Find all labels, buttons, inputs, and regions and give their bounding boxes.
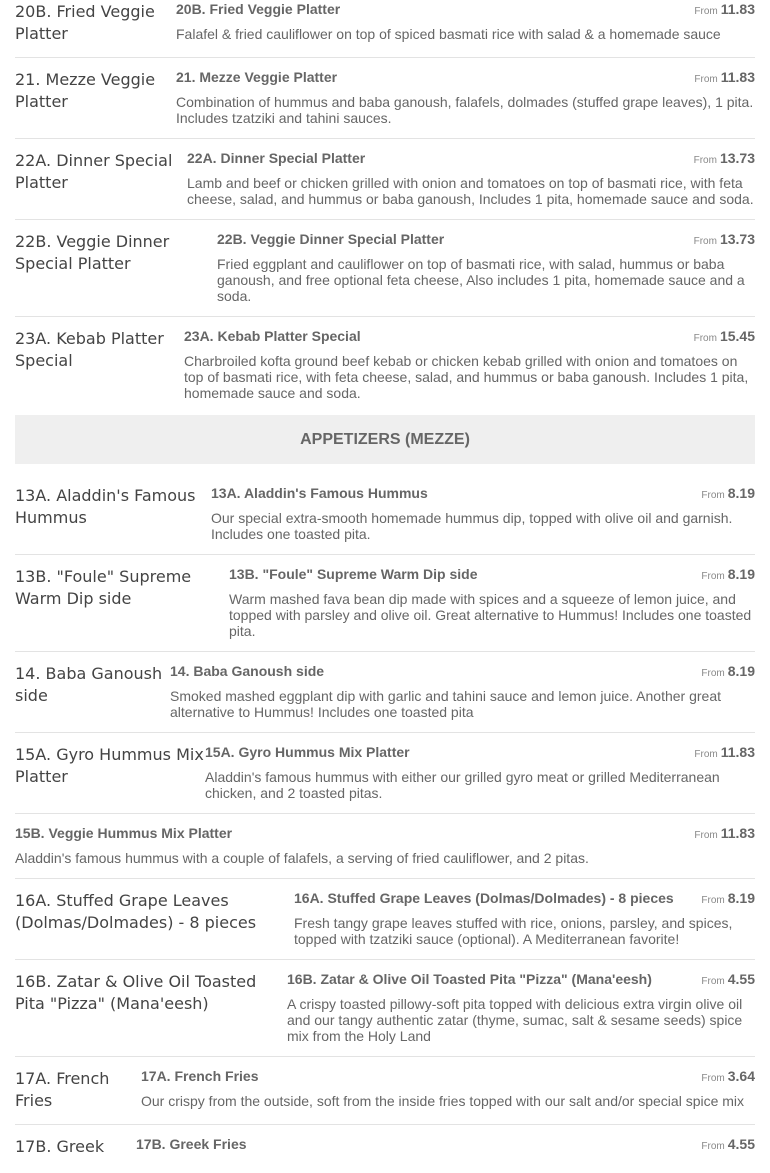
menu-item[interactable] xyxy=(15,1125,755,1173)
item-price xyxy=(701,662,755,683)
menu-item[interactable] xyxy=(15,555,755,652)
item-description: Aladdin's famous hummus with a couple of falafels, a serving of fried cauliflower, and 2 pitas. xyxy=(15,850,589,866)
item-content xyxy=(205,743,755,801)
price-from-label: From xyxy=(701,976,725,987)
item-image[interactable]: 16A. Stuffed Grape Leaves (Dolmas/Dolmades) - 8 pieces xyxy=(15,891,257,932)
item-name[interactable]: 16A. Stuffed Grape Leaves (Dolmas/Dolmades) - 8 pieces xyxy=(294,890,674,906)
menu-list xyxy=(15,0,755,1173)
price-amount: 4.55 xyxy=(727,1136,755,1152)
price-from-label: From xyxy=(701,571,725,582)
price-amount: 8.19 xyxy=(727,663,755,679)
price-from-label: From xyxy=(694,749,718,760)
item-name[interactable]: 22A. Dinner Special Platter xyxy=(187,150,366,166)
price-from-label: From xyxy=(701,490,725,501)
price-from-label: From xyxy=(694,830,718,841)
item-image[interactable]: 17A. French Fries xyxy=(15,1069,110,1110)
item-name[interactable]: 13A. Aladdin's Famous Hummus xyxy=(211,485,428,501)
item-price xyxy=(694,0,755,21)
item-content xyxy=(217,230,755,304)
price-from-label: From xyxy=(701,1141,725,1152)
item-content xyxy=(176,0,755,42)
menu-item[interactable] xyxy=(15,733,755,814)
price-amount: 11.83 xyxy=(720,744,755,760)
item-name[interactable]: 17A. French Fries xyxy=(141,1068,259,1084)
price-amount: 8.19 xyxy=(727,890,755,906)
menu-item[interactable] xyxy=(15,879,755,960)
item-content xyxy=(211,484,755,542)
item-description: Charbroiled kofta ground beef kebab or chicken kebab grilled with onion and tomatoes on top of basmati rice, with feta cheese, salad, and hummus or baba ganoush. Includes 1 pita, homemade sauce and soda. xyxy=(184,353,749,401)
item-description: Warm mashed fava bean dip made with spices and a squeeze of lemon juice, and topped with parsley and olive oil. Great alternative to Hummus! Includes one toasted pita. xyxy=(229,591,752,639)
item-name[interactable]: 23A. Kebab Platter Special xyxy=(184,328,361,344)
item-name[interactable]: 17B. Greek Fries xyxy=(136,1136,247,1152)
item-name[interactable]: 22B. Veggie Dinner Special Platter xyxy=(217,231,445,247)
item-price xyxy=(694,230,755,251)
item-description: Lamb and beef or chicken grilled with onion and tomatoes on top of basmati rice, with feta cheese, salad, and hummus or baba ganoush, Includes 1 pita, homemade sauce and soda. xyxy=(187,175,754,207)
menu-item[interactable] xyxy=(15,1057,755,1125)
item-content xyxy=(184,327,755,401)
item-name[interactable]: 16B. Zatar & Olive Oil Toasted Pita "Pizza" (Mana'eesh) xyxy=(287,971,652,987)
item-description: A crispy toasted pillowy-soft pita topped with delicious extra virgin olive oil and our tangy authentic zatar (thyme, sumac, salt & sesame seeds) spice mix from the Holy Land xyxy=(287,996,743,1044)
item-image[interactable]: 13A. Aladdin's Famous Hummus xyxy=(15,486,196,527)
menu-item[interactable] xyxy=(15,474,755,555)
item-content xyxy=(176,68,755,126)
item-description: Combination of hummus and baba ganoush, falafels, dolmades (stuffed grape leaves), 1 pita. Includes tzatziki and tahini sauces. xyxy=(176,94,754,126)
item-content xyxy=(294,889,755,947)
item-description: Our special extra-smooth homemade hummus dip, topped with olive oil and garnish. Includes one toasted pita. xyxy=(211,510,733,542)
item-description: Aladdin's famous hummus with either our grilled gyro meat or grilled Mediterranean chicken, and 2 toasted pitas. xyxy=(205,769,720,801)
item-content xyxy=(170,662,755,720)
menu-item[interactable] xyxy=(15,652,755,733)
item-content xyxy=(187,149,755,207)
item-price xyxy=(701,565,755,586)
item-price xyxy=(701,1135,755,1156)
price-from-label: From xyxy=(694,6,718,17)
price-amount: 3.64 xyxy=(727,1068,755,1084)
price-amount: 8.19 xyxy=(727,485,755,501)
price-from-label: From xyxy=(693,155,717,166)
item-image[interactable]: 23A. Kebab Platter Special xyxy=(15,329,164,370)
menu-item[interactable] xyxy=(15,139,755,220)
price-amount: 15.45 xyxy=(719,328,755,344)
item-description: Smoked mashed eggplant dip with garlic and tahini sauce and lemon juice. Another great alternative to Hummus! Includes one toasted pita xyxy=(170,688,722,720)
menu-item[interactable] xyxy=(15,960,755,1057)
price-from-label: From xyxy=(693,236,717,247)
price-amount: 11.83 xyxy=(720,69,755,85)
menu-item[interactable] xyxy=(15,317,755,413)
item-content xyxy=(15,824,755,866)
menu-item[interactable] xyxy=(15,58,755,139)
item-price xyxy=(701,889,755,910)
item-image[interactable]: 20B. Fried Veggie Platter xyxy=(15,2,155,43)
price-from-label: From xyxy=(701,668,725,679)
item-price xyxy=(694,824,755,845)
item-name[interactable]: 14. Baba Ganoush side xyxy=(170,663,325,679)
item-image[interactable]: 22A. Dinner Special Platter xyxy=(15,151,173,192)
section-header: APPETIZERS (MEZZE) xyxy=(15,415,755,464)
item-image[interactable]: 15A. Gyro Hummus Mix Platter xyxy=(15,745,204,786)
price-from-label: From xyxy=(701,895,725,906)
item-name[interactable]: 21. Mezze Veggie Platter xyxy=(176,69,338,85)
item-description: Fried eggplant and cauliflower on top of basmati rice, with salad, hummus or baba ganoush, and free optional feta cheese, Also includes 1 pita, homemade sauce and a soda. xyxy=(217,256,745,304)
item-price xyxy=(694,743,755,764)
item-price xyxy=(694,149,755,170)
item-image[interactable]: 21. Mezze Veggie Platter xyxy=(15,70,156,111)
item-image[interactable]: 14. Baba Ganoush side xyxy=(15,664,163,705)
price-from-label: From xyxy=(701,1073,725,1084)
item-name[interactable]: 15A. Gyro Hummus Mix Platter xyxy=(205,744,410,760)
item-image[interactable]: 17B. Greek xyxy=(15,1137,105,1156)
price-amount: 11.83 xyxy=(720,825,755,841)
price-from-label: From xyxy=(694,74,718,85)
item-content xyxy=(141,1067,755,1109)
menu-item[interactable] xyxy=(15,814,755,879)
price-amount: 4.55 xyxy=(727,971,755,987)
price-amount: 8.19 xyxy=(727,566,755,582)
item-image[interactable]: 13B. "Foule" Supreme Warm Dip side xyxy=(15,567,192,608)
item-price xyxy=(694,68,755,89)
item-image[interactable]: 16B. Zatar & Olive Oil Toasted Pita "Pizza" (Mana'eesh) xyxy=(15,972,257,1013)
item-content xyxy=(136,1135,755,1161)
item-content xyxy=(287,970,755,1044)
price-from-label: From xyxy=(693,333,717,344)
item-content xyxy=(229,565,755,639)
price-amount: 13.73 xyxy=(719,231,755,247)
item-price xyxy=(694,327,755,348)
item-price xyxy=(701,1067,755,1088)
item-name[interactable]: 20B. Fried Veggie Platter xyxy=(176,1,341,17)
item-price xyxy=(701,970,755,991)
price-amount: 13.73 xyxy=(719,150,755,166)
item-description: Our crispy from the outside, soft from the inside fries topped with our salt and/or special spice mix xyxy=(141,1093,745,1109)
item-description: Falafel & fried cauliflower on top of spiced basmati rice with salad & a homemade sauce xyxy=(176,26,721,42)
item-image[interactable]: 22B. Veggie Dinner Special Platter xyxy=(15,232,170,273)
price-amount: 11.83 xyxy=(720,1,755,17)
menu-item[interactable] xyxy=(15,220,755,317)
item-name[interactable]: 15B. Veggie Hummus Mix Platter xyxy=(15,825,233,841)
menu-item[interactable] xyxy=(15,0,755,58)
item-description: Fresh tangy grape leaves stuffed with rice, onions, parsley, and spices, topped with tzatziki sauce (optional). A Mediterranean favorite! xyxy=(294,915,733,947)
item-price xyxy=(701,484,755,505)
item-name[interactable]: 13B. "Foule" Supreme Warm Dip side xyxy=(229,566,478,582)
